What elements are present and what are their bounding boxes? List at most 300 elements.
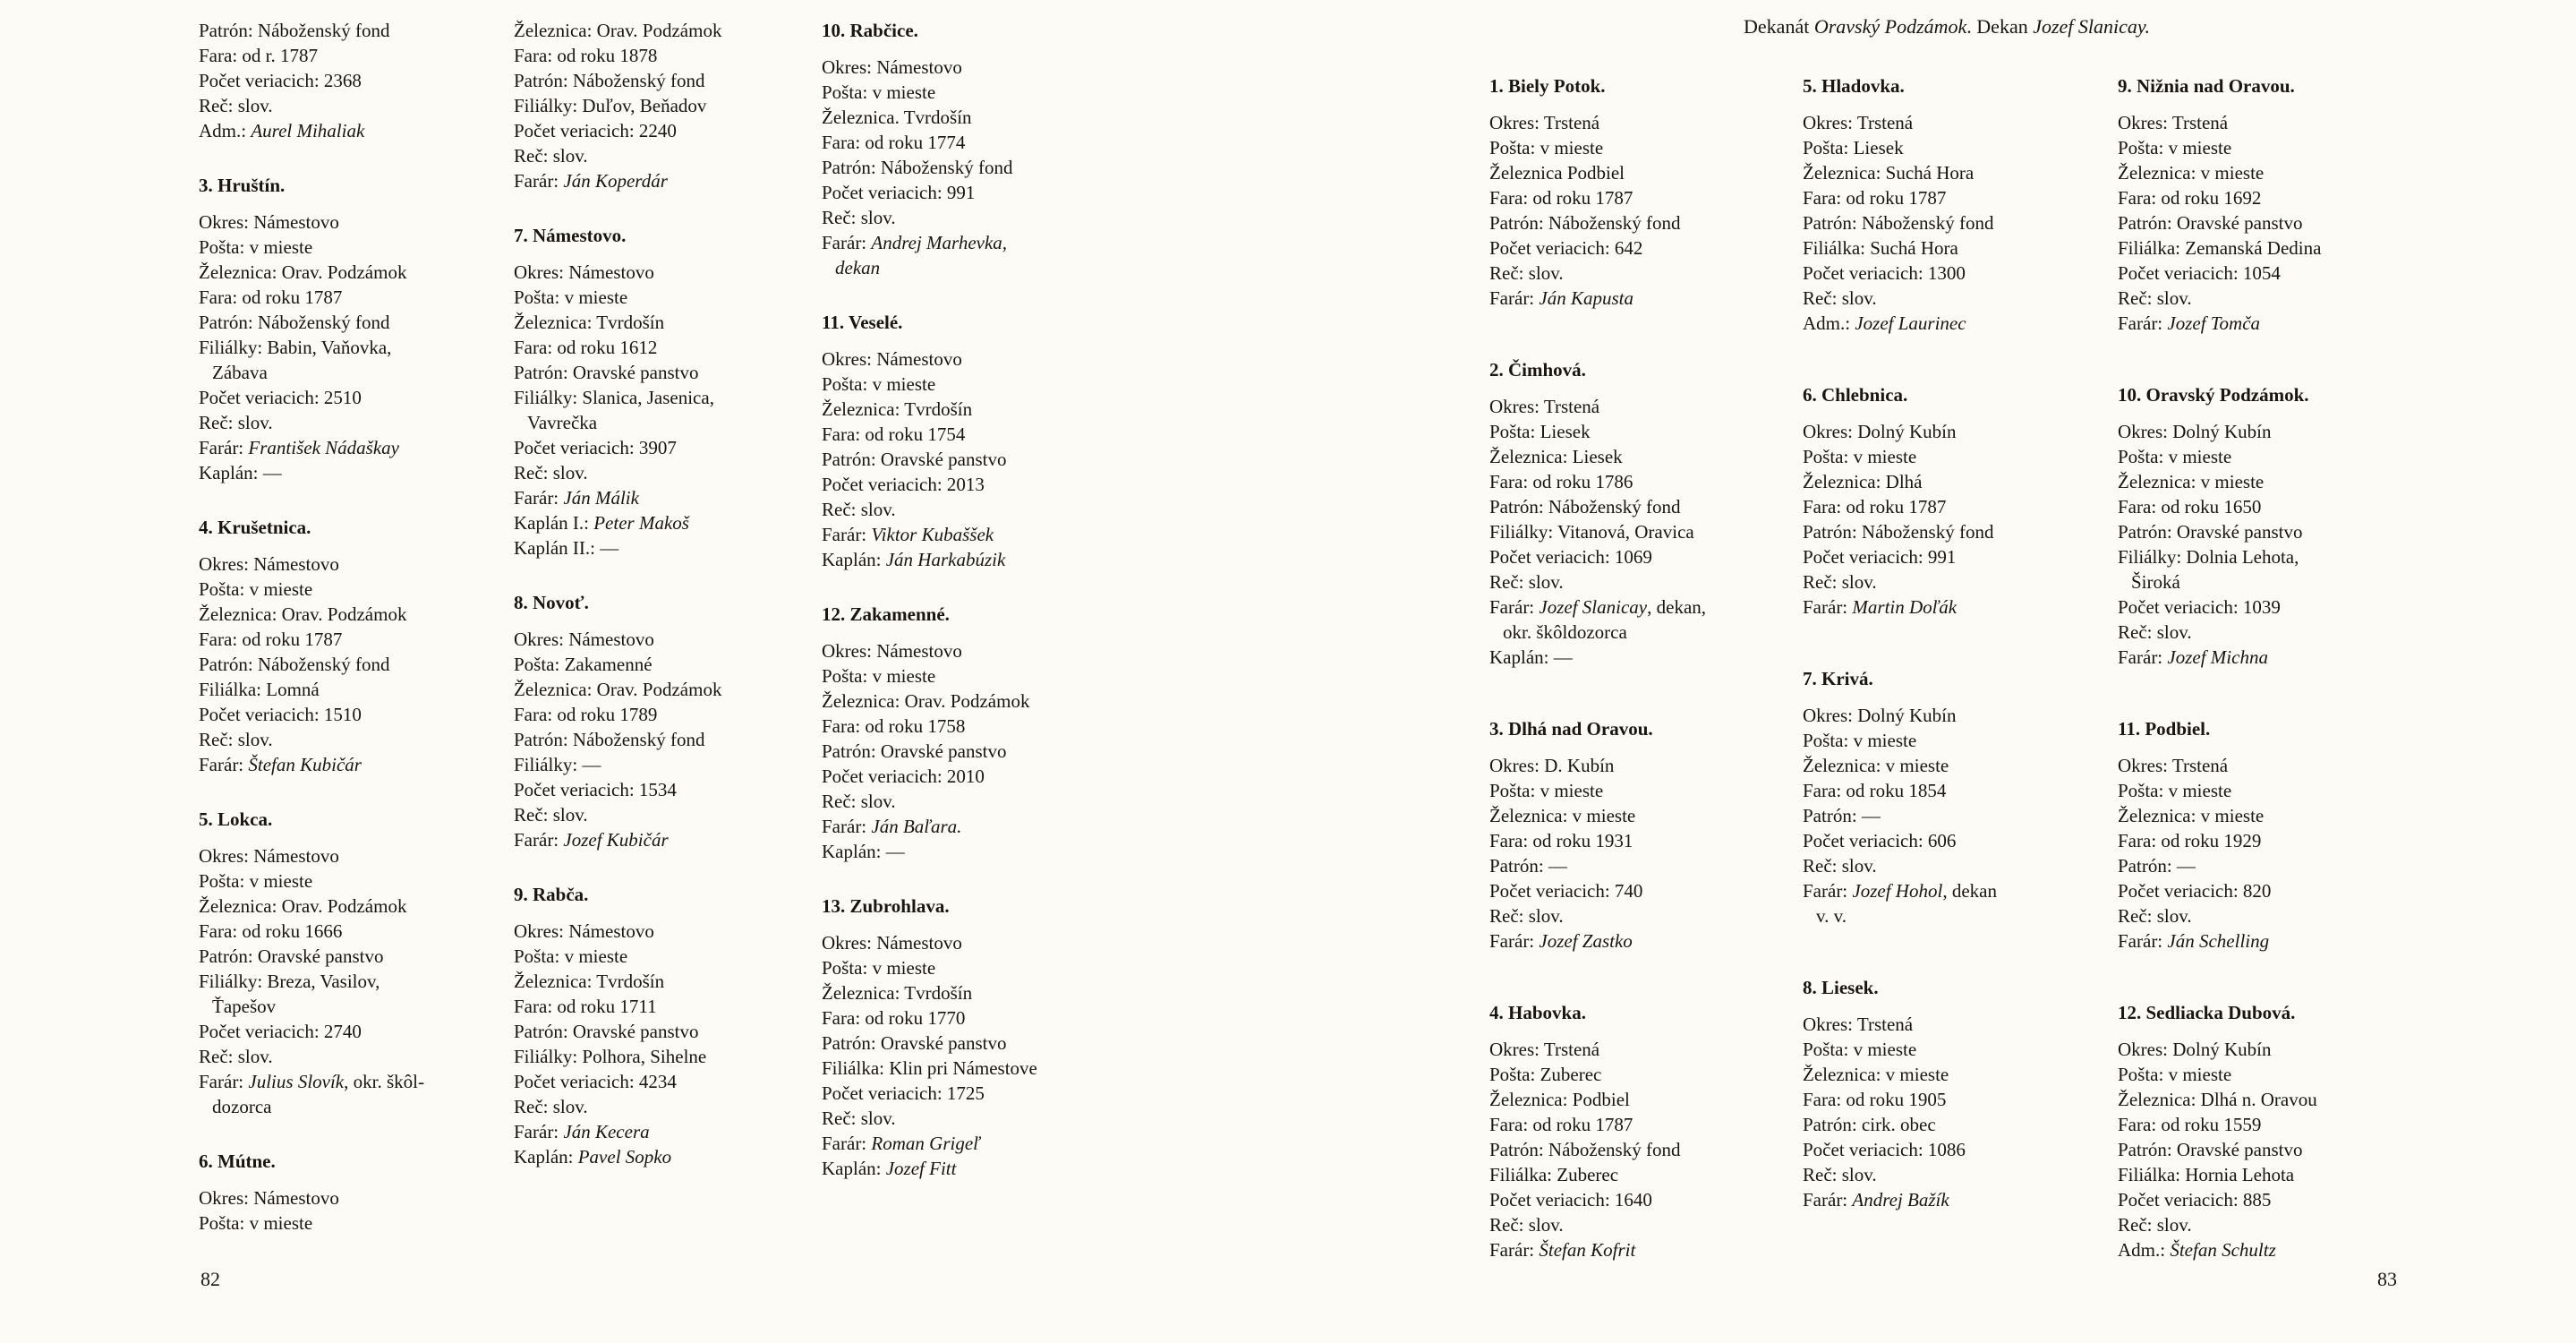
entry-line bbox=[1489, 444, 1801, 469]
field-text: Reč: slov. bbox=[822, 499, 896, 520]
field-text: Reč: slov. bbox=[1803, 571, 1877, 593]
entry-line bbox=[822, 1031, 1133, 1056]
entry-line bbox=[1489, 1187, 1801, 1212]
person-name: Martin Doľák bbox=[1852, 596, 1958, 618]
field-text: Fara: od roku 1774 bbox=[822, 132, 966, 153]
field-text: Fara: od roku 1650 bbox=[2118, 496, 2262, 518]
entry-line bbox=[1489, 419, 1801, 444]
entry-line bbox=[822, 547, 1133, 572]
entry-line bbox=[1803, 160, 2114, 185]
field-text: Železnica: Tvrdošín bbox=[514, 971, 665, 992]
field-text: Počet veriacich: 1534 bbox=[514, 779, 677, 800]
entry-line bbox=[199, 285, 510, 310]
field-text: Fara: od r. 1787 bbox=[199, 45, 318, 66]
parish-entry bbox=[822, 602, 1133, 864]
person-name: Ján Málik bbox=[563, 487, 639, 509]
entry-line bbox=[2118, 544, 2429, 569]
field-text: Fara: od roku 1786 bbox=[1489, 471, 1633, 492]
field-text: Filiálka: Zuberec bbox=[1489, 1164, 1619, 1185]
field-text: Pošta: Liesek bbox=[1803, 137, 1904, 158]
entry-line bbox=[514, 652, 825, 677]
entry-line bbox=[1489, 1037, 1801, 1062]
field-text: Reč: slov. bbox=[822, 1108, 896, 1129]
field-text: Farár: bbox=[514, 1121, 564, 1142]
entry-line bbox=[199, 1094, 510, 1119]
parish-heading: 3. Hruštín. bbox=[199, 175, 286, 196]
field-text: Dekanát bbox=[1744, 15, 1814, 38]
field-text: Farár: bbox=[822, 816, 872, 837]
field-text: Farár: bbox=[1489, 930, 1540, 952]
entry-line bbox=[1489, 160, 1801, 185]
field-text: Okres: Trstená bbox=[1803, 112, 1914, 133]
field-text: Reč: slov. bbox=[1803, 287, 1877, 309]
entry-line bbox=[822, 980, 1133, 1005]
entry-line bbox=[822, 447, 1133, 472]
field-text: Počet veriacich: 2240 bbox=[514, 120, 677, 141]
entry-line bbox=[2118, 1237, 2429, 1262]
parish-entry bbox=[1803, 666, 2114, 928]
field-text: Okres: Trstená bbox=[2118, 112, 2229, 133]
field-text: Filiálky: Duľov, Beňadov bbox=[514, 95, 707, 116]
entry-line bbox=[199, 1044, 510, 1069]
entry-line bbox=[1803, 494, 2114, 519]
parish-heading: 5. Lokca. bbox=[199, 808, 273, 830]
entry-line bbox=[1803, 1012, 2114, 1037]
entry-line bbox=[2118, 261, 2429, 286]
field-text: Patrón: Náboženský fond bbox=[199, 654, 390, 675]
field-text: Fara: od roku 1929 bbox=[2118, 830, 2262, 851]
field-text: Filiálky: Dolnia Lehota, bbox=[2118, 546, 2299, 568]
entry-line bbox=[1803, 519, 2114, 544]
entry-line bbox=[2118, 1137, 2429, 1162]
field-text: Fara: od roku 1787 bbox=[199, 287, 343, 308]
field-text: Reč: slov. bbox=[1489, 571, 1564, 593]
field-text: Železnica: Orav. Podzámok bbox=[199, 603, 407, 625]
entry-line bbox=[199, 235, 510, 260]
field-text: Počet veriacich: 2368 bbox=[199, 70, 362, 91]
entry-line bbox=[1489, 261, 1801, 286]
entry-line bbox=[2118, 286, 2429, 311]
entry-line bbox=[1803, 1112, 2114, 1137]
entry-line bbox=[514, 752, 825, 777]
entry-line bbox=[1489, 803, 1801, 828]
field-text: Počet veriacich: 991 bbox=[1803, 546, 1957, 568]
entry-line bbox=[514, 510, 825, 535]
field-text: Železnica: Tvrdošín bbox=[822, 982, 973, 1004]
entry-line bbox=[1489, 1137, 1801, 1162]
field-text: Filiálka: Klin pri Námestove bbox=[822, 1057, 1037, 1079]
field-text: Počet veriacich: 2740 bbox=[199, 1021, 362, 1042]
field-text: Patrón: Náboženský fond bbox=[1489, 496, 1681, 518]
page-number-right: 83 bbox=[2377, 1268, 2397, 1290]
entry-line bbox=[199, 1069, 510, 1094]
entry-line bbox=[514, 285, 825, 310]
entry-line bbox=[514, 1094, 825, 1119]
entry-line bbox=[199, 1185, 510, 1210]
entry-line bbox=[822, 497, 1133, 522]
field-text: Fara: od roku 1754 bbox=[822, 423, 966, 445]
field-text: Pošta: v mieste bbox=[199, 236, 313, 258]
entry-line bbox=[514, 969, 825, 994]
person-name: dekan bbox=[835, 257, 881, 278]
field-text: Železnica: Tvrdošín bbox=[514, 312, 665, 333]
entry-line bbox=[2118, 1112, 2429, 1137]
field-text: Patrón: — bbox=[1489, 855, 1567, 877]
entry-line bbox=[199, 969, 510, 994]
parish-entry bbox=[514, 590, 825, 852]
field-text: Železnica: v mieste bbox=[1489, 805, 1636, 826]
entry-line bbox=[1803, 569, 2114, 595]
entry-line bbox=[1803, 419, 2114, 444]
field-text: Okres: Námestovo bbox=[199, 553, 339, 575]
field-text: Patrón: Náboženský fond bbox=[199, 20, 390, 41]
parish-entry bbox=[1489, 73, 1801, 311]
person-name: Ján Baľara. bbox=[871, 816, 962, 837]
field-text: Okres: Námestovo bbox=[514, 261, 654, 283]
entry-line bbox=[199, 1210, 510, 1236]
field-text: Železnica: Dlhá n. Oravou bbox=[2118, 1089, 2317, 1110]
field-text: Adm.: bbox=[199, 120, 252, 141]
person-name: Ján Koperdár bbox=[563, 170, 668, 192]
entry-line bbox=[514, 118, 825, 143]
parish-entry bbox=[514, 18, 825, 193]
person-name: Pavel Sopko bbox=[577, 1146, 672, 1168]
field-text: Fara: od roku 1758 bbox=[822, 715, 966, 737]
field-text: Počet veriacich: 1086 bbox=[1803, 1139, 1966, 1160]
field-text: Filiálky: Slanica, Jasenica, bbox=[514, 387, 714, 408]
field-text: , dekan bbox=[1942, 880, 1997, 902]
entry-line bbox=[514, 702, 825, 727]
entry-line bbox=[1489, 235, 1801, 261]
field-text: Železnica: Tvrdošín bbox=[822, 398, 973, 420]
field-text: Železnica. Tvrdošín bbox=[822, 107, 972, 128]
entry-line bbox=[822, 930, 1133, 955]
entry-line bbox=[1803, 1087, 2114, 1112]
field-text: Pošta: v mieste bbox=[199, 1212, 313, 1234]
entry-line bbox=[2118, 645, 2429, 670]
field-text: Reč: slov. bbox=[514, 145, 588, 167]
entry-line bbox=[1489, 494, 1801, 519]
entry-line bbox=[822, 230, 1133, 255]
field-text: Pošta: v mieste bbox=[199, 578, 313, 600]
entry-line bbox=[822, 739, 1133, 764]
parish-heading: 9. Rabča. bbox=[514, 884, 589, 905]
field-text: Kaplán: bbox=[822, 1158, 886, 1179]
entry-line bbox=[822, 55, 1133, 80]
field-text: Reč: slov. bbox=[2118, 1214, 2192, 1236]
right-page-column-1 bbox=[1489, 73, 1801, 1262]
field-text: Kaplán: bbox=[514, 1146, 578, 1168]
entry-line bbox=[514, 994, 825, 1019]
field-text: Pošta: v mieste bbox=[822, 665, 936, 687]
entry-line bbox=[822, 180, 1133, 205]
person-name: Viktor Kubaššek bbox=[871, 524, 994, 545]
right-page-column-2 bbox=[1803, 73, 2114, 1212]
field-text: Patrón: Náboženský fond bbox=[822, 157, 1013, 178]
field-text: Železnica: Orav. Podzámok bbox=[822, 690, 1030, 712]
field-text: Počet veriacich: 642 bbox=[1489, 237, 1643, 259]
field-text: Počet veriacich: 3907 bbox=[514, 437, 677, 458]
parish-entry bbox=[822, 894, 1133, 1181]
entry-line bbox=[1489, 469, 1801, 494]
entry-line bbox=[1489, 1062, 1801, 1087]
person-name: Ján Schelling bbox=[2167, 930, 2270, 952]
parish-heading: 4. Krušetnica. bbox=[199, 517, 311, 538]
field-text: Okres: Trstená bbox=[1489, 1039, 1600, 1060]
parish-entry bbox=[199, 515, 510, 777]
entry-line bbox=[822, 1081, 1133, 1106]
field-text: Reč: slov. bbox=[199, 1046, 273, 1067]
field-text: Reč: slov. bbox=[199, 412, 273, 433]
parish-entry bbox=[514, 882, 825, 1169]
entry-line bbox=[822, 1056, 1133, 1081]
field-text: Farár: bbox=[199, 1071, 249, 1092]
parish-entry bbox=[1803, 975, 2114, 1212]
field-text: Adm.: bbox=[2118, 1239, 2171, 1261]
field-text: Kaplán II.: — bbox=[514, 537, 619, 559]
parish-entry bbox=[822, 310, 1133, 572]
parish-heading: 9. Nižnia nad Oravou. bbox=[2118, 75, 2295, 97]
parish-heading: 10. Rabčice. bbox=[822, 20, 918, 41]
entry-line bbox=[514, 435, 825, 460]
entry-line bbox=[2118, 878, 2429, 903]
parish-entry bbox=[199, 18, 510, 143]
entry-line bbox=[1803, 803, 2114, 828]
entry-line bbox=[1803, 261, 2114, 286]
field-text: Patrón: Oravské panstvo bbox=[2118, 1139, 2303, 1160]
person-name: Jozef Slanicay. bbox=[2033, 15, 2150, 38]
entry-line bbox=[199, 727, 510, 752]
entry-line bbox=[1489, 828, 1801, 853]
field-text: Reč: slov. bbox=[1489, 1214, 1564, 1236]
field-text: Farár: bbox=[1803, 596, 1853, 618]
entry-line bbox=[1489, 1212, 1801, 1237]
parish-heading: 5. Hladovka. bbox=[1803, 75, 1905, 97]
field-text: Reč: slov. bbox=[822, 207, 896, 228]
entry-line bbox=[514, 360, 825, 385]
parish-heading: 6. Chlebnica. bbox=[1803, 384, 1908, 406]
field-text: Reč: slov. bbox=[199, 729, 273, 750]
parish-heading: 3. Dlhá nad Oravou. bbox=[1489, 718, 1653, 740]
field-text: Okres: D. Kubín bbox=[1489, 755, 1615, 776]
field-text: , dekan, bbox=[1647, 596, 1707, 618]
field-text: Patrón: Oravské panstvo bbox=[514, 1021, 699, 1042]
field-text: Počet veriacich: 606 bbox=[1803, 830, 1957, 851]
field-text: Fara: od roku 1787 bbox=[199, 629, 343, 650]
field-text: Farár: bbox=[1803, 880, 1853, 902]
field-text: Okres: Námestovo bbox=[514, 629, 654, 650]
field-text: Farár: bbox=[2118, 646, 2168, 668]
field-text: Železnica: Dlhá bbox=[1803, 471, 1923, 492]
field-text: Okres: Trstená bbox=[1489, 112, 1600, 133]
dekanat-header bbox=[1414, 14, 2479, 39]
parish-heading: 11. Podbiel. bbox=[2118, 718, 2211, 740]
field-text: Počet veriacich: 1054 bbox=[2118, 262, 2281, 284]
field-text: Železnica Podbiel bbox=[1489, 162, 1625, 184]
field-text: Patrón: Náboženský fond bbox=[1489, 212, 1681, 234]
entry-line bbox=[514, 260, 825, 285]
field-text: Fara: od roku 1905 bbox=[1803, 1089, 1947, 1110]
entry-line bbox=[1803, 210, 2114, 235]
entry-line bbox=[2118, 620, 2429, 645]
field-text: Reč: slov. bbox=[1489, 905, 1564, 927]
field-text: Počet veriacich: 740 bbox=[1489, 880, 1643, 902]
field-text: Patrón: Náboženský fond bbox=[1489, 1139, 1681, 1160]
entry-line bbox=[1803, 1137, 2114, 1162]
field-text: Patrón: Oravské panstvo bbox=[822, 1032, 1007, 1054]
entry-line bbox=[2118, 1062, 2429, 1087]
parish-heading: 12. Zakamenné. bbox=[822, 603, 950, 625]
entry-line bbox=[199, 994, 510, 1019]
person-name: Julius Slovík bbox=[248, 1071, 345, 1092]
field-text: Železnica: v mieste bbox=[2118, 805, 2265, 826]
field-text: Patrón: Oravské panstvo bbox=[822, 740, 1007, 762]
field-text: Fara: od roku 1789 bbox=[514, 704, 658, 725]
entry-line bbox=[199, 577, 510, 602]
field-text: Patrón: — bbox=[2118, 855, 2196, 877]
entry-line bbox=[514, 1069, 825, 1094]
field-text: Fara: od roku 1612 bbox=[514, 337, 658, 358]
field-text: Pošta: v mieste bbox=[514, 287, 628, 308]
person-name: Štefan Kubičár bbox=[248, 754, 362, 775]
entry-line bbox=[2118, 469, 2429, 494]
field-text: Patrón: — bbox=[1803, 805, 1881, 826]
entry-line bbox=[822, 814, 1133, 839]
entry-line bbox=[199, 43, 510, 68]
field-text: Fara: od roku 1787 bbox=[1803, 187, 1947, 209]
entry-line bbox=[1803, 185, 2114, 210]
field-text: Železnica: v mieste bbox=[2118, 162, 2265, 184]
entry-line bbox=[1803, 828, 2114, 853]
entry-line bbox=[514, 68, 825, 93]
field-text: Patrón: Oravské panstvo bbox=[2118, 521, 2303, 543]
field-text: Patrón: Náboženský fond bbox=[199, 312, 390, 333]
field-text: Patrón: Náboženský fond bbox=[514, 729, 705, 750]
entry-line bbox=[199, 702, 510, 727]
entry-line bbox=[822, 372, 1133, 397]
field-text: Filiálky: Vitanová, Oravica bbox=[1489, 521, 1694, 543]
field-text: Pošta: v mieste bbox=[2118, 780, 2232, 801]
field-text: Farár: bbox=[514, 487, 564, 509]
field-text: Farár: bbox=[1489, 1239, 1540, 1261]
entry-line bbox=[2118, 1037, 2429, 1062]
person-name: František Nádaškay bbox=[248, 437, 399, 458]
entry-line bbox=[1803, 1162, 2114, 1187]
entry-line bbox=[1803, 1062, 2114, 1087]
entry-line bbox=[1489, 519, 1801, 544]
field-text: Okres: Dolný Kubín bbox=[2118, 421, 2272, 442]
field-text: Reč: slov. bbox=[1489, 262, 1564, 284]
field-text: Železnica: v mieste bbox=[2118, 471, 2265, 492]
field-text: v. v. bbox=[1816, 905, 1847, 927]
parish-heading: 7. Námestovo. bbox=[514, 225, 627, 246]
entry-line bbox=[1803, 1187, 2114, 1212]
field-text: Reč: slov. bbox=[514, 462, 588, 483]
entry-line bbox=[514, 1144, 825, 1169]
entry-line bbox=[199, 68, 510, 93]
entry-line bbox=[514, 460, 825, 485]
entry-line bbox=[1489, 1162, 1801, 1187]
parish-heading: 1. Biely Potok. bbox=[1489, 75, 1606, 97]
entry-line bbox=[822, 638, 1133, 663]
field-text: Počet veriacich: 1069 bbox=[1489, 546, 1652, 568]
field-text: Filiálka: Zemanská Dedina bbox=[2118, 237, 2322, 259]
entry-line bbox=[514, 777, 825, 802]
entry-line bbox=[2118, 1187, 2429, 1212]
field-text: Železnica: v mieste bbox=[1803, 755, 1949, 776]
field-text: Reč: slov. bbox=[2118, 287, 2192, 309]
field-text: Železnica: Orav. Podzámok bbox=[199, 261, 407, 283]
left-page-column-1 bbox=[199, 18, 510, 1236]
field-text: Okres: Námestovo bbox=[199, 1187, 339, 1209]
field-text: Pošta: v mieste bbox=[822, 957, 936, 979]
entry-line bbox=[822, 955, 1133, 980]
entry-line bbox=[199, 868, 510, 894]
left-page-column-2 bbox=[514, 18, 825, 1169]
entry-line bbox=[1489, 569, 1801, 595]
page-number-left: 82 bbox=[200, 1268, 220, 1290]
field-text: Vavrečka bbox=[527, 412, 598, 433]
entry-line bbox=[199, 652, 510, 677]
field-text: Fara: od roku 1787 bbox=[1489, 1114, 1633, 1135]
field-text: Pošta: v mieste bbox=[1803, 1039, 1917, 1060]
entry-line bbox=[1489, 394, 1801, 419]
parish-heading: 13. Zubrohlava. bbox=[822, 895, 950, 917]
entry-line bbox=[1803, 595, 2114, 620]
entry-line bbox=[822, 255, 1133, 280]
entry-line bbox=[514, 93, 825, 118]
right-page-column-3 bbox=[2118, 73, 2429, 1262]
entry-line bbox=[1803, 544, 2114, 569]
entry-line bbox=[514, 385, 825, 410]
entry-line bbox=[1803, 311, 2114, 336]
field-text: Železnica: Suchá Hora bbox=[1803, 162, 1975, 184]
entry-line bbox=[822, 714, 1133, 739]
parish-entry bbox=[1803, 73, 2114, 336]
field-text: Železnica: Orav. Podzámok bbox=[514, 20, 722, 41]
entry-line bbox=[199, 260, 510, 285]
field-text: Ťapešov bbox=[212, 996, 277, 1017]
person-name: Jozef Zastko bbox=[1539, 930, 1633, 952]
field-text: Patrón: Náboženský fond bbox=[1803, 521, 1994, 543]
field-text: Filiálky: Breza, Vasilov, bbox=[199, 971, 380, 992]
entry-line bbox=[822, 1156, 1133, 1181]
field-text: Kaplán: — bbox=[1489, 646, 1573, 668]
field-text: Fara: od roku 1878 bbox=[514, 45, 658, 66]
entry-line bbox=[1803, 753, 2114, 778]
field-text: Kaplán: bbox=[822, 549, 886, 570]
entry-line bbox=[822, 346, 1133, 372]
entry-line bbox=[1489, 185, 1801, 210]
field-text: Fara: od roku 1931 bbox=[1489, 830, 1633, 851]
entry-line bbox=[2118, 185, 2429, 210]
field-text: Patrón: cirk. obec bbox=[1803, 1114, 1936, 1135]
entry-line bbox=[822, 80, 1133, 105]
entry-line bbox=[2118, 311, 2429, 336]
field-text: Reč: slov. bbox=[822, 791, 896, 812]
entry-line bbox=[514, 944, 825, 969]
field-text: Okres: Trstená bbox=[1489, 396, 1600, 417]
field-text: Farár: bbox=[514, 829, 564, 851]
field-text: Počet veriacich: 2013 bbox=[822, 474, 985, 495]
parish-entry bbox=[2118, 716, 2429, 954]
field-text: Reč: slov. bbox=[1803, 1164, 1877, 1185]
parish-entry bbox=[199, 807, 510, 1119]
entry-line bbox=[2118, 110, 2429, 135]
field-text: Okres: Námestovo bbox=[822, 56, 962, 78]
parish-entry bbox=[1489, 1000, 1801, 1262]
field-text: Pošta: Zuberec bbox=[1489, 1064, 1602, 1085]
